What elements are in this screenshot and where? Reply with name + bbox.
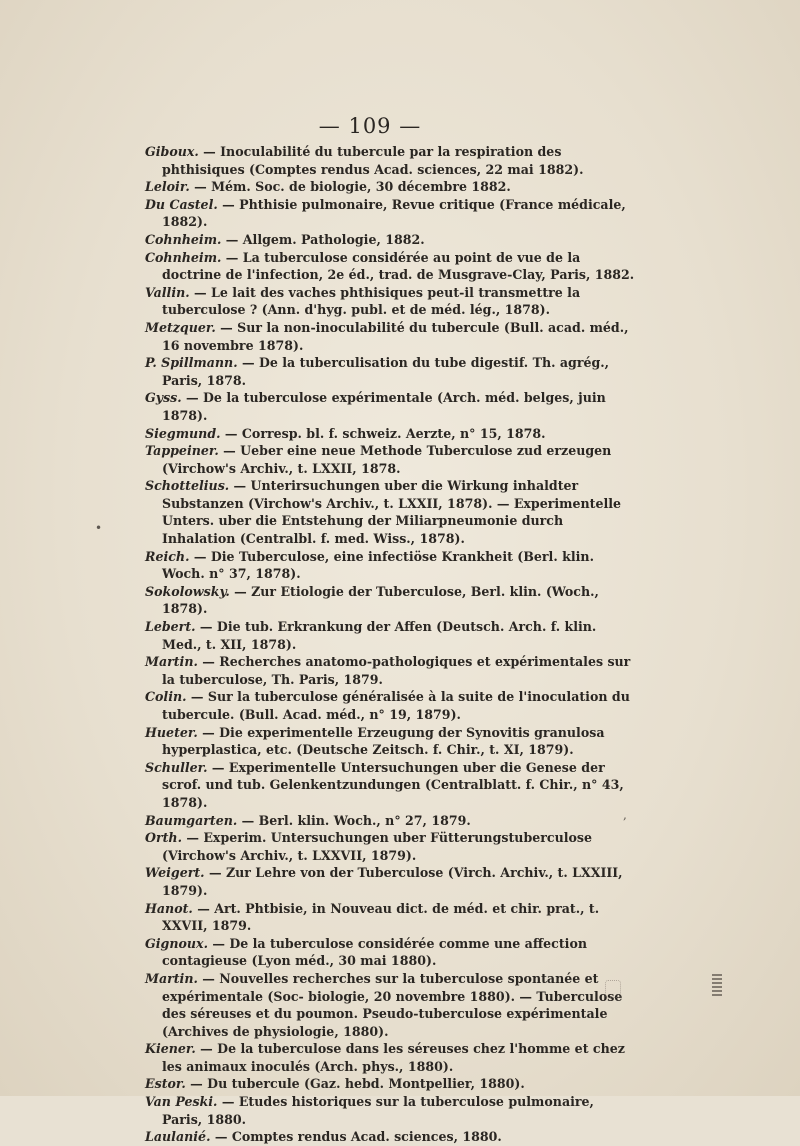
- reference-entry: [145, 196, 635, 231]
- reference-text: — Du tubercule (Gaz. hebd. Montpellier, 1880).: [185, 1076, 525, 1092]
- reference-text: — Experim. Untersuchungen uber Fütterungstuberculose (Virchow's Archiv., t. LXXVII, 1879).: [162, 830, 593, 863]
- reference-list: [145, 143, 635, 1146]
- reference-entry: [145, 970, 635, 1040]
- reference-text: — De la tuberculose expérimentale (Arch. méd. belges, juin 1878).: [162, 390, 606, 423]
- reference-author: Giboux.: [145, 144, 199, 159]
- reference-author: Weigert.: [145, 865, 205, 881]
- reference-author: Kiener.: [145, 1041, 196, 1057]
- reference-author: Martin.: [145, 970, 198, 986]
- reference-text: — Die Tuberculose, eine infectiöse Krankheit (Berl. klin. Woch. n° 37, 1878).: [162, 548, 594, 582]
- reference-author: Hanot.: [145, 900, 193, 916]
- reference-text: — Berl. klin. Woch., n° 27, 1879.: [237, 812, 471, 828]
- reference-entry: [145, 829, 635, 864]
- reference-author: Siegmund.: [145, 425, 221, 441]
- reference-author: Schuller.: [145, 759, 208, 775]
- reference-text: — La tuberculose considérée au point de vue de la doctrine de l'infection, 2e éd., trad. de Musgrave-Clay, Paris, 1882.: [162, 249, 635, 283]
- reference-author: Colin.: [145, 689, 187, 705]
- reference-entry: [145, 284, 635, 319]
- reference-author: Cohnheim.: [145, 249, 222, 265]
- reference-text: — Comptes rendus Acad. sciences, 1880.: [210, 1129, 502, 1145]
- reference-author: Martin.: [145, 654, 198, 670]
- reference-author: Cohnheim.: [145, 231, 222, 247]
- reference-text: — Die experimentelle Erzeugung der Synovitis granulosa hyperplastica, etc. (Deutsche Zeitsch. f. Chir., t. XI, 1879).: [162, 724, 605, 758]
- reference-author: Gyss.: [145, 390, 182, 406]
- reference-entry: [145, 900, 635, 935]
- reference-entry: [145, 653, 635, 688]
- library-stamp-mark: [712, 974, 722, 996]
- reference-entry: [145, 759, 635, 812]
- reference-entry: [145, 1075, 635, 1093]
- reference-text: — Zur Etiologie der Tuberculose, Berl. klin. (Woch., 1878).: [162, 583, 599, 617]
- reference-entry: [145, 178, 635, 196]
- reference-author: Metzquer.: [145, 319, 216, 335]
- reference-author: P. Spillmann.: [145, 355, 238, 371]
- reference-entry: [145, 231, 635, 249]
- reference-entry: [145, 389, 635, 424]
- reference-author: Estor.: [145, 1076, 186, 1092]
- reference-text: — Die tub. Erkrankung der Affen (Deutsch. Arch. f. klin. Med., t. XII, 1878).: [162, 619, 597, 652]
- page-number: — 109 —: [318, 114, 422, 138]
- reference-author: Sokolowsky.: [145, 583, 230, 599]
- reference-text: — Mém. Soc. de biologie, 30 décembre 1882.: [189, 179, 511, 195]
- reference-entry: [145, 249, 635, 284]
- reference-author: Reich.: [145, 548, 190, 564]
- reference-author: Schottelius.: [145, 478, 230, 494]
- reference-author: Tappeiner.: [145, 443, 219, 459]
- reference-entry: [145, 1093, 635, 1128]
- reference-author: Van Peski.: [145, 1094, 218, 1110]
- reference-text: — Recherches anatomo-pathologiques et expérimentales sur la tuberculose, Th. Paris, 1879.: [162, 654, 631, 687]
- reference-text: — Art. Phtbisie, in Nouveau dict. de méd. et chir. prat., t. XXVII, 1879.: [162, 900, 600, 934]
- reference-text: — Sur la non-inoculabilité du tubercule (Bull. acad. méd., 16 novembre 1878).: [162, 319, 629, 353]
- reference-entry: [145, 688, 635, 723]
- reference-text: — Experimentelle Untersuchungen uber die Genese der scrof. und tub. Gelenkentzundungen (Centralblatt. f. Chir., n° 43, 1878).: [162, 759, 624, 810]
- reference-entry: [145, 864, 635, 899]
- reference-entry: [145, 724, 635, 759]
- reference-entry: [145, 583, 635, 618]
- reference-entry: [145, 425, 635, 443]
- reference-entry: [145, 354, 635, 389]
- reference-entry: [145, 1040, 635, 1075]
- reference-text: — Inoculabilité du tubercule par la respiration des phthisiques (Comptes rendus Acad. sciences, 22 mai 1882).: [162, 144, 584, 177]
- reference-text: — Corresp. bl. f. schweiz. Aerzte, n° 15, 1878.: [220, 425, 546, 441]
- reference-entry: [145, 477, 635, 547]
- reference-text: — Etudes historiques sur la tuberculose pulmonaire, Paris, 1880.: [162, 1094, 594, 1127]
- reference-text: — De la tuberculisation du tube digestif. Th. agrég., Paris, 1878.: [162, 355, 610, 388]
- reference-entry: [145, 618, 635, 653]
- reference-text: — Unterirsuchungen uber die Wirkung inhaldter Substanzen (Virchow's Archiv., t. LXXII, 1878). — Experimentelle Unters. uber die Entstehung der Miliarpneumonie durch Inhalation (Centralbl. f. med. Wiss., 1878).: [162, 478, 622, 547]
- reference-text: — Zur Lehre von der Tuberculose (Virch. Archiv., t. LXXIII, 1879).: [162, 865, 623, 898]
- reference-entry: [145, 548, 635, 583]
- reference-text: — Phthisie pulmonaire, Revue critique (France médicale, 1882).: [162, 196, 626, 230]
- reference-entry: [145, 143, 635, 178]
- margin-dot: •: [95, 521, 103, 535]
- margin-dot: ,: [623, 808, 627, 822]
- reference-author: Gignoux.: [145, 935, 208, 951]
- reference-text: — Sur la tuberculose généralisée à la suite de l'inoculation du tubercule. (Bull. Acad. méd., n° 19, 1879).: [162, 689, 630, 722]
- reference-author: Du Castel.: [145, 196, 218, 212]
- reference-author: Orth.: [145, 830, 182, 846]
- reference-author: Baumgarten.: [145, 812, 238, 828]
- reference-text: — Allgem. Pathologie, 1882.: [221, 231, 425, 247]
- library-stamp-mark: [605, 980, 621, 998]
- reference-text: — De la tuberculose considérée comme une affection contagieuse (Lyon méd., 30 mai 1880).: [162, 935, 588, 969]
- reference-author: Leloir.: [145, 179, 190, 195]
- reference-text: — Le lait des vaches phthisiques peut-il transmettre la tuberculose ? (Ann. d'hyg. publ. et de méd. lég., 1878).: [162, 284, 581, 318]
- reference-author: Vallin.: [145, 284, 190, 300]
- reference-text: — Ueber eine neue Methode Tuberculose zud erzeugen (Virchow's Archiv., t. LXXII, 1878.: [162, 443, 612, 476]
- reference-entry: [145, 935, 635, 970]
- reference-entry: [145, 319, 635, 354]
- reference-text: — De la tuberculose dans les séreuses chez l'homme et chez les animaux inoculés (Arch. phys., 1880).: [162, 1041, 625, 1074]
- reference-author: Hueter.: [145, 724, 198, 740]
- reference-entry: [145, 1128, 635, 1146]
- reference-entry: [145, 812, 635, 830]
- reference-entry: [145, 442, 635, 477]
- reference-text: — Nouvelles recherches sur la tuberculose spontanée et expérimentale (Soc- biologie, 20 novembre 1880). — Tuberculose des séreuses et du poumon. Pseudo-tuberculose expérimentale (Archives de physiologie, 1880).: [162, 970, 623, 1039]
- reference-author: Lebert.: [145, 619, 196, 635]
- reference-author: Laulanié.: [145, 1129, 211, 1145]
